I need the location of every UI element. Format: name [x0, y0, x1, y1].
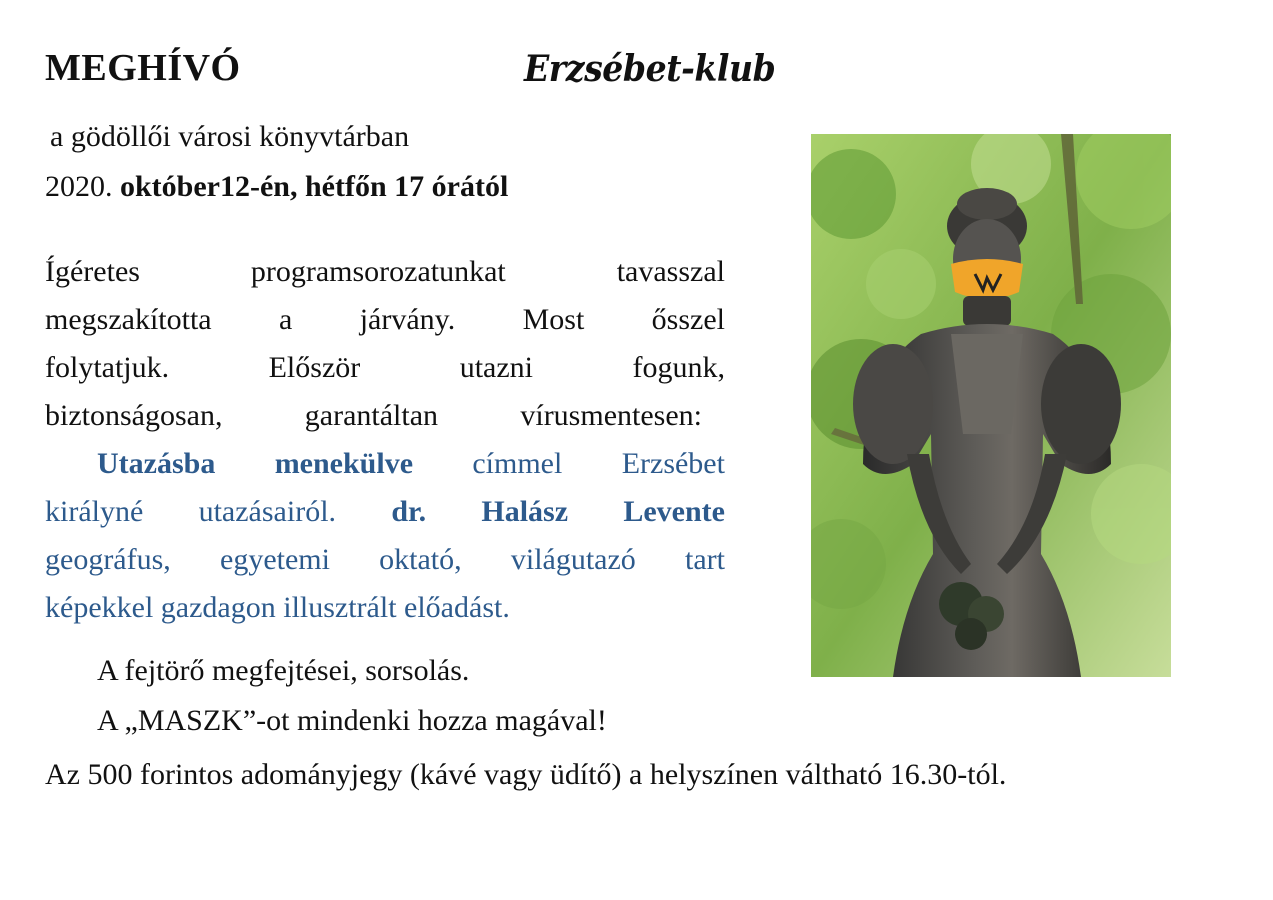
word: oktató, [379, 543, 462, 576]
word: fogunk, [632, 351, 725, 384]
word: Ígéretes [45, 255, 140, 288]
word: tavasszal [616, 255, 725, 288]
paragraph-line [45, 248, 725, 296]
paragraph-line [45, 344, 725, 392]
word: Először [268, 351, 361, 384]
paragraph-line [45, 536, 725, 584]
word: utazásairól. [198, 495, 337, 528]
event-date [45, 170, 508, 204]
paragraph-line [45, 584, 725, 632]
speaker-name-word: dr. [391, 495, 427, 528]
word: biztonságosan, [45, 399, 223, 432]
word: Most [522, 303, 585, 336]
word: tart [685, 543, 725, 576]
word: utazni [459, 351, 534, 384]
paragraph-line [45, 488, 725, 536]
word: Erzsébet [621, 447, 725, 480]
speaker-name-word: Levente [623, 495, 725, 528]
mask-note: A „MASZK”-ot mindenki hozza magával! [97, 704, 607, 737]
paragraph-line [45, 392, 702, 440]
statue-image [811, 134, 1171, 677]
word: járvány. [359, 303, 456, 336]
extra-notes [97, 646, 607, 746]
paragraph-line [45, 296, 725, 344]
word: címmel [472, 447, 563, 480]
venue-text: a gödöllői városi könyvtárban [50, 120, 410, 153]
description-paragraph [45, 248, 725, 632]
word: egyetemi [220, 543, 330, 576]
word: folytatjuk. [45, 351, 170, 384]
ticket-note: Az 500 forintos adományjegy (kávé vagy üdítő) a helyszínen váltható 16.30-tól. [45, 758, 1007, 791]
paragraph-last-line: képekkel gazdagon illusztrált előadást. [45, 591, 510, 624]
puzzle-note: A fejtörő megfejtései, sorsolás. [97, 654, 470, 687]
word: megszakította [45, 303, 212, 336]
word: ősszel [651, 303, 725, 336]
word: programsorozatunkat [250, 255, 506, 288]
speaker-name-word: Halász [481, 495, 569, 528]
word: vírusmentesen: [520, 399, 702, 432]
word: geográfus, [45, 543, 171, 576]
lecture-title-word: menekülve [274, 447, 414, 480]
lecture-title-word: Utazásba [97, 447, 216, 480]
word: világutazó [510, 543, 636, 576]
date-time: október12-én, hétfőn 17 órától [120, 170, 509, 203]
invitation-title: MEGHÍVÓ [45, 47, 241, 89]
statue-photo [811, 134, 1171, 677]
word: királyné [45, 495, 144, 528]
word: a [279, 303, 293, 336]
club-name: Erzsébet-klub [524, 48, 776, 90]
date-year: 2020. [45, 170, 113, 203]
paragraph-line [45, 440, 725, 488]
word: garantáltan [304, 399, 439, 432]
